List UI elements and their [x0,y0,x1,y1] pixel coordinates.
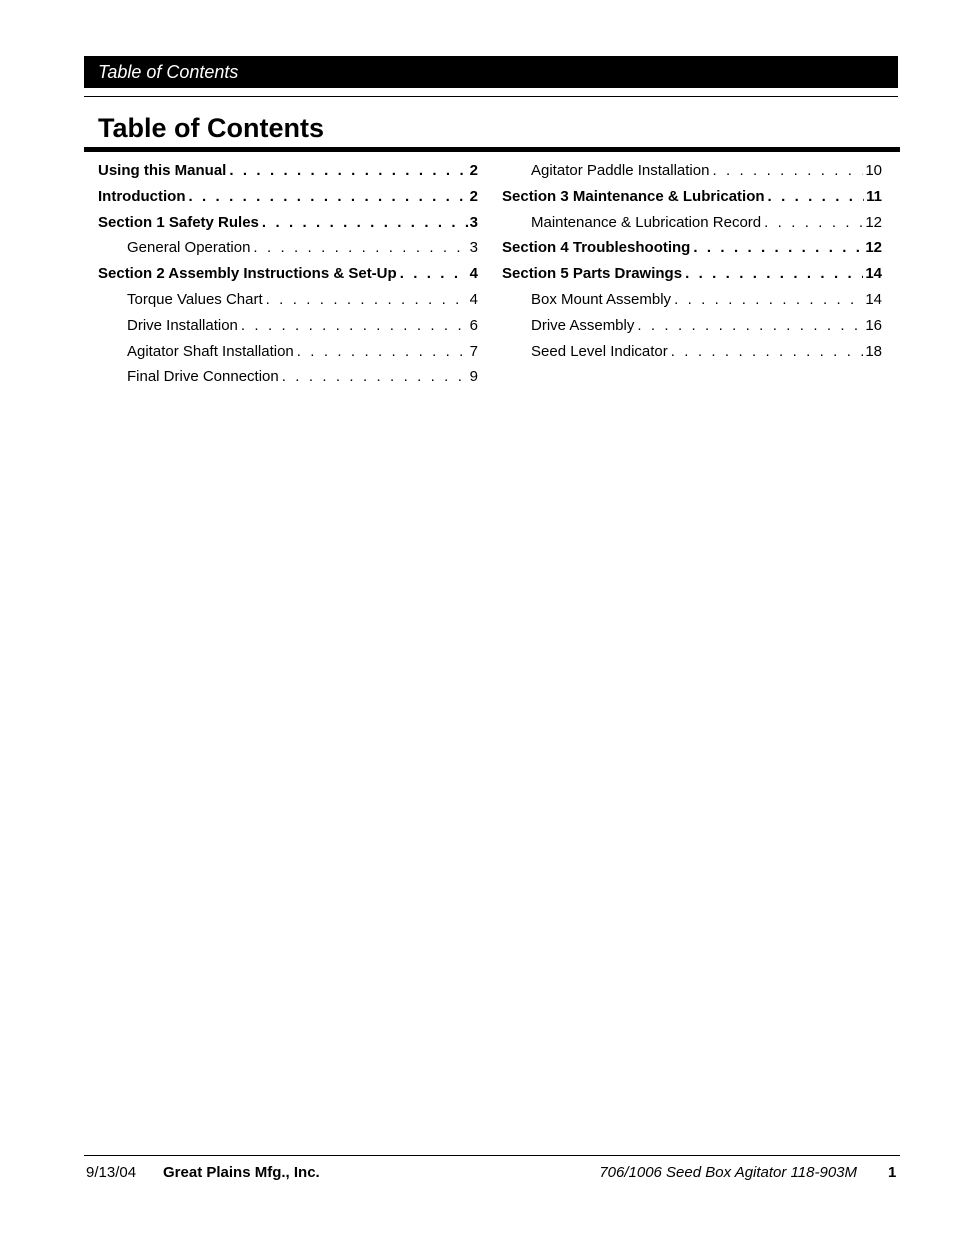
toc-entry-label: Section 2 Assembly Instructions & Set-Up [98,265,397,283]
toc-entry-label: Final Drive Connection [127,368,279,386]
toc-entry[interactable] [98,261,478,287]
toc-entry[interactable] [98,210,478,236]
toc-entry[interactable] [98,287,478,313]
footer-company: Great Plains Mfg., Inc. [163,1164,320,1181]
toc-dot-leader [674,287,863,313]
toc-entry-page: 4 [469,265,478,283]
toc-dot-leader [768,184,865,210]
toc-dot-leader [685,261,863,287]
toc-entry-page: 4 [469,290,478,308]
footer-divider [84,1155,900,1156]
toc-dot-leader [266,287,468,313]
toc-entry[interactable] [98,313,478,339]
toc-dot-leader [637,313,863,339]
toc-dot-leader [400,261,468,287]
toc-entry-page: 18 [865,342,882,360]
toc-entry-label: Torque Values Chart [127,290,263,308]
toc-entry-page: 7 [469,342,478,360]
toc-dot-leader [764,210,863,236]
toc-entry[interactable] [502,313,882,339]
page-title: Table of Contents [98,113,324,143]
toc-entry-label: Drive Assembly [531,316,635,334]
toc-entry-page: 2 [469,187,478,205]
toc-entry-label: Section 3 Maintenance & Lubrication [502,187,765,205]
toc-entry-page: 3 [469,213,478,231]
toc-entry[interactable] [502,287,882,313]
toc-dot-leader [282,364,468,390]
toc-entry[interactable] [502,339,882,365]
toc-entry-page: 14 [865,265,882,283]
toc-entry-page: 12 [865,213,882,231]
header-banner [84,56,898,88]
toc-dot-leader [253,235,467,261]
toc-entry-label: Drive Installation [127,316,238,334]
toc-entry[interactable] [502,184,882,210]
toc-dot-leader [262,210,468,236]
toc-entry-page: 6 [469,316,478,334]
toc-dot-leader [297,339,468,365]
toc-dot-leader [241,313,468,339]
toc-entry[interactable] [98,184,478,210]
toc-entry[interactable] [98,339,478,365]
toc-entry-page: 16 [865,316,882,334]
header-divider [84,96,898,97]
toc-entry-page: 3 [469,239,478,257]
footer-document-title: 706/1006 Seed Box Agitator 118-903M [599,1164,857,1181]
toc-entry-page: 14 [865,290,882,308]
header-banner-text: Table of Contents [98,61,239,82]
toc-entry[interactable] [502,210,882,236]
toc-entry-page: 2 [469,162,478,179]
toc-entry-page: 10 [865,162,882,179]
toc-entry-label: Seed Level Indicator [531,342,668,360]
toc-entry[interactable] [98,158,478,184]
toc-dot-leader [671,339,864,365]
toc-entry[interactable] [502,261,882,287]
title-divider [84,147,900,152]
toc-entry-label: Section 1 Safety Rules [98,213,259,231]
toc-entry[interactable] [502,235,882,261]
toc-dot-leader [229,158,467,184]
toc-entry-label: Agitator Paddle Installation [531,162,710,179]
toc-entry[interactable] [502,158,882,184]
footer-date: 9/13/04 [86,1164,137,1181]
toc-entry-label: Section 4 Troubleshooting [502,239,691,257]
toc-dot-leader [188,184,467,210]
footer-page-number: 1 [888,1164,897,1181]
toc-entry-label: Agitator Shaft Installation [127,342,294,360]
toc-right-column [502,158,882,364]
toc-entry-label: Section 5 Parts Drawings [502,265,683,283]
toc-dot-leader [693,235,863,261]
toc-dot-leader [712,158,863,184]
toc-entry-label: Box Mount Assembly [531,290,672,308]
toc-left-column [98,158,478,390]
toc-entry[interactable] [98,235,478,261]
toc-entry-page: 11 [866,187,882,205]
toc-entry-label: General Operation [127,239,251,257]
toc-entry-label: Maintenance & Lubrication Record [531,213,762,231]
toc-entry-label: Using this Manual [98,162,227,179]
toc-entry-page: 12 [865,239,882,257]
toc-entry[interactable] [98,364,478,390]
toc-entry-label: Introduction [98,187,186,205]
toc-entry-page: 9 [469,368,478,386]
